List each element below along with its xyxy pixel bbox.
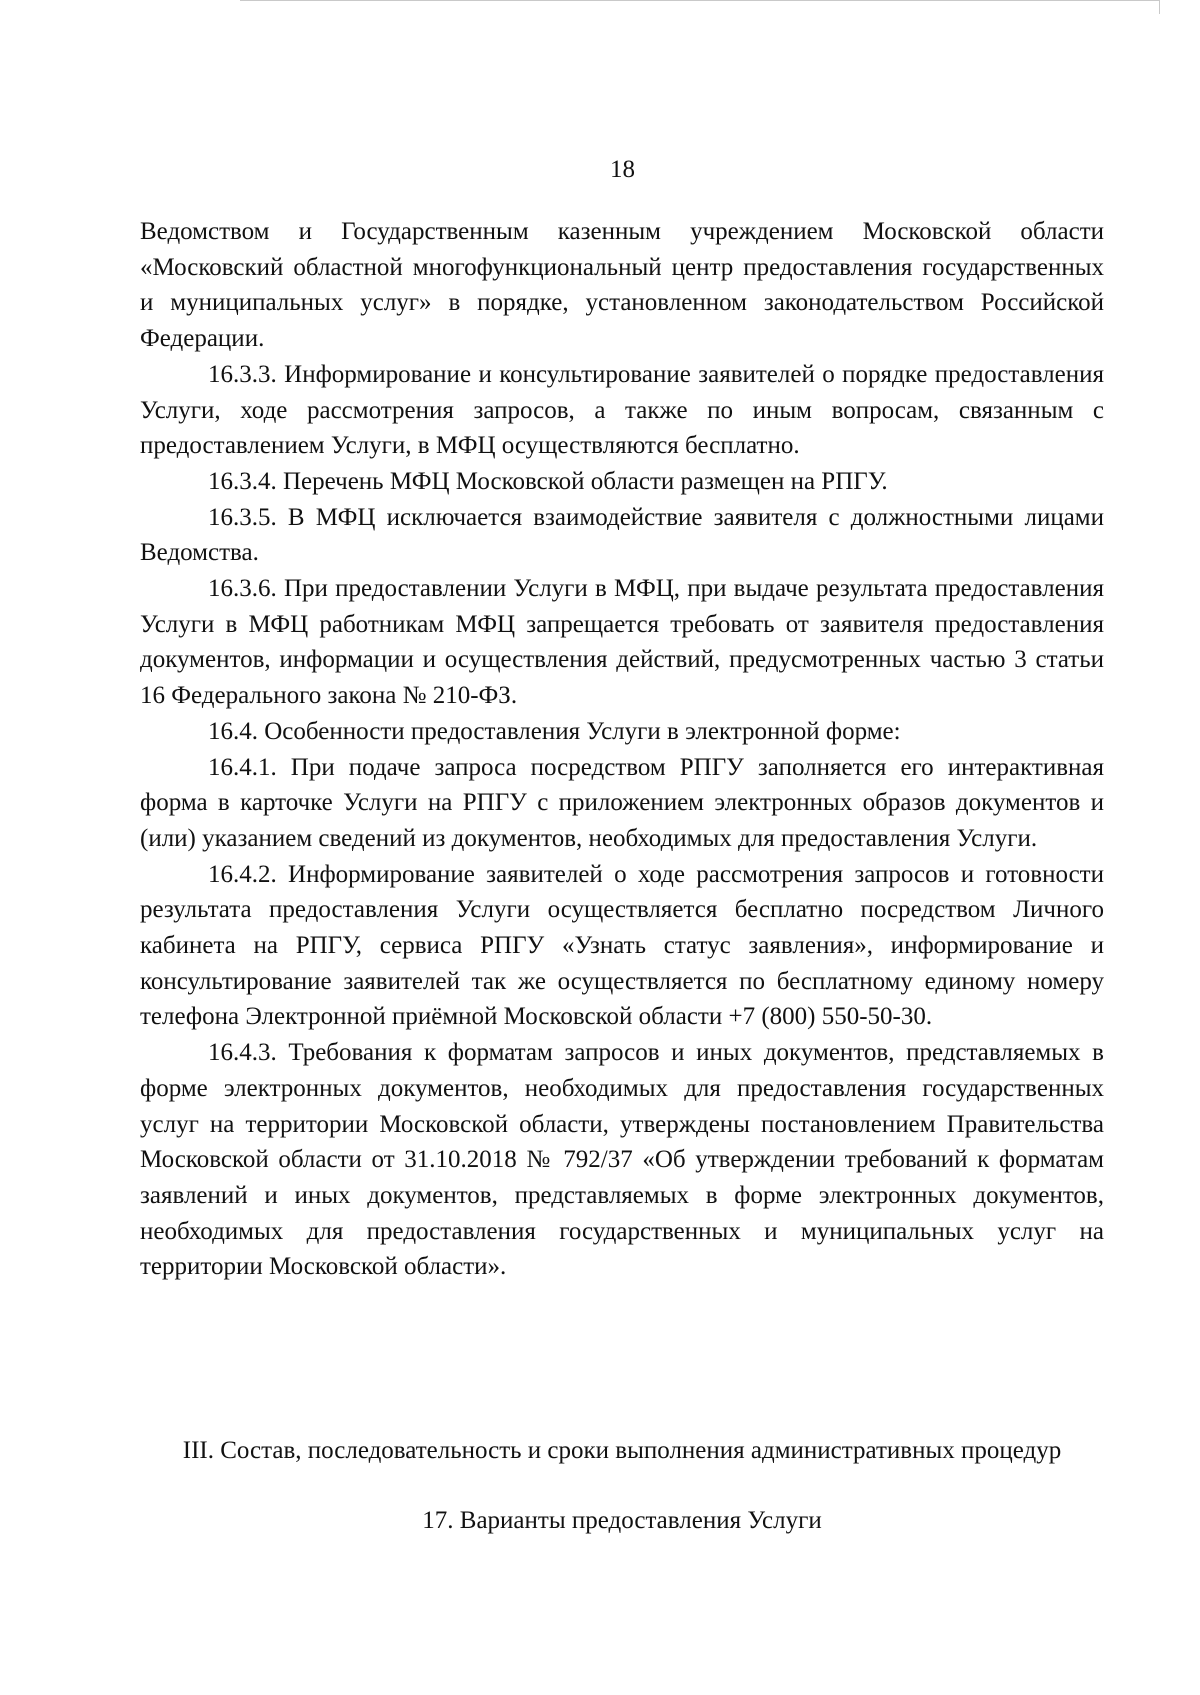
paragraph-16-4-2: 16.4.2. Информирование заявителей о ходе рассмотрения запросов и готовности результата предоставления Услуги осуществляется бесплатно посредством Личного кабинета на РПГУ, сервиса РПГУ «Узнать статус заявления», информирование и консультирование заявителей так же осуществляется по бесплатному единому номеру телефона Электронной приёмной Московской области +7 (800) 550-50-30. — [140, 860, 1104, 1031]
subsection-heading: 17. Варианты предоставления Услуги — [422, 1507, 822, 1534]
page-number: 18 — [610, 156, 635, 183]
paragraph-16-4: 16.4. Особенности предоставления Услуги в электронной форме: — [208, 717, 901, 745]
section-heading: III. Состав, последовательность и сроки выполнения административных процедур — [182, 1437, 1062, 1464]
scan-corner-mark — [1159, 0, 1160, 14]
paragraph-16-3-6: 16.3.6. При предоставлении Услуги в МФЦ, при выдаче результата предоставления Услуги в МФЦ работникам МФЦ запрещается требовать от заявителя предоставления документов, информации и осуществления действий, предусмотренных частью 3 статьи 16 Федерального закона № 210-ФЗ. — [140, 575, 1104, 710]
paragraph-16-3-4: 16.3.4. Перечень МФЦ Московской области размещен на РПГУ. — [208, 467, 888, 495]
scan-top-edge — [240, 0, 1160, 1]
document-body — [140, 214, 1104, 1285]
paragraph-continuation: Ведомством и Государственным казенным учреждением Московской области «Московский областной многофункциональный центр предоставления государственных и муниципальных услуг» в порядке, установленном законодательством Российской Федерации. — [140, 218, 1104, 353]
paragraph-16-4-3: 16.4.3. Требования к форматам запросов и иных документов, представляемых в форме электронных документов, необходимых для предоставления государственных услуг на территории Московской области, утверждены постановлением Правительства Московской области от 31.10.2018 № 792/37 «Об утверждении требований к форматам заявлений и иных документов, представляемых в форме электронных документов, необходимых для предоставления государственных и муниципальных услуг на территории Московской области». — [140, 1039, 1104, 1281]
paragraph-16-3-3: 16.3.3. Информирование и консультирование заявителей о порядке предоставления Услуги, ходе рассмотрения запросов, а также по иным вопросам, связанным с предоставлением Услуги, в МФЦ осуществляются бесплатно. — [140, 360, 1104, 460]
paragraph-16-3-5: 16.3.5. В МФЦ исключается взаимодействие заявителя с должностными лицами Ведомства. — [140, 503, 1104, 567]
paragraph-16-4-1: 16.4.1. При подаче запроса посредством РПГУ заполняется его интерактивная форма в карточке Услуги на РПГУ с приложением электронных образов документов и (или) указанием сведений из документов, необходимых для предоставления Услуги. — [140, 753, 1104, 852]
